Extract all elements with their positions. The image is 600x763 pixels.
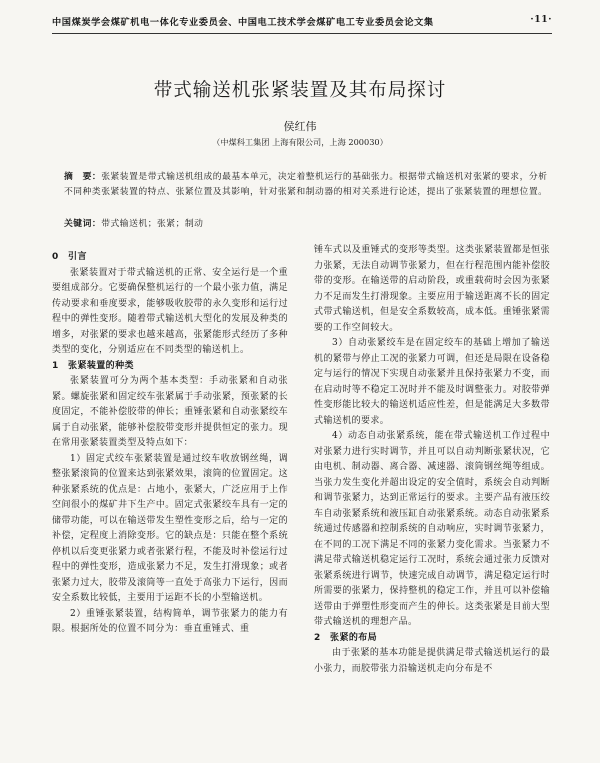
body-paragraph: 1）固定式绞车张紧装置是通过绞车收放钢丝绳，调整张紧滚筒的位置来达到张紧效果，滚筒的位置固定。这种张紧系统的优点是：占地小，张紧大，广泛应用于上作空间很小的煤矿井下生产中。固定式张紧绞车具有一定的储带功能，可以在输送带发生塑性变形之后，给与一定的补偿，定程度上消除变形。它的缺点是：只能在整个系统停机以后变更张紧力或者张紧行程，不能及时补偿运行过程中的弹性变形，造成张紧力不足，发生打滑现象；或者张紧力过大，胶带及滚筒等一直处于高张力下运行，因而安全系数比较低，主要用于运距不长的小型输送机。 <box>52 453 288 603</box>
keywords-label: 关键词： <box>64 219 102 229</box>
journal-name: 中国煤炭学会煤矿机电一体化专业委员会、中国电工技术学会煤矿电工专业委员会论文集 <box>52 17 434 28</box>
page-number: ·11· <box>530 14 552 25</box>
header-rule <box>52 33 552 34</box>
keywords-text: 带式输送机；张紧；制动 <box>101 219 204 229</box>
body-paragraph: 3）自动张紧绞车是在固定绞车的基础上增加了输送机的紧带与停止工况的张紧力可调，但还是局限在设备稳定与运行的情况下实现自动张紧并且保持张紧力不变，而在启动时等不稳定工况时并不能及时调整张力。对胶带弹性变形能比较大的输送机适应性差，但是能满足大多数带式输送机的要求。 <box>314 338 550 426</box>
author-affiliation: （中煤科工集团 上海有限公司，上海 200030） <box>212 137 388 147</box>
body-paragraph: 2）重锤张紧装置，结构简单，调节张紧力的能力有限。根据所处的位置不同分为：垂直重锤式、重 <box>52 608 288 634</box>
body-paragraph: 张紧装置可分为两个基本类型：手动张紧和自动张紧。螺旋张紧和固定绞车张紧属于手动张紧，预张紧的长度固定，不能补偿胶带的伸长；重锤张紧和自动张紧绞车属于自动张紧，能够补偿胶带变形并提供恒定的张力。现在常用张紧装置类型及特点如下： <box>52 376 288 448</box>
body-paragraph: 张紧装置对于带式输送机的正常、安全运行是一个重要组成部分。它要确保整机运行的一个最小张力值，满足传动要求和垂度要求，能够吸收胶带的永久变形和运行过程中的弹性变形。随着带式输送机大型化的发展及种类的增多，对张紧的要求也越来越高，张紧能形式经历了多种类型的变化，分别适应在不同类型的输送机上。 <box>52 267 288 355</box>
abstract-text: 张紧装置是带式输送机组成的最基本单元，决定着整机运行的基础张力。根据带式输送机对张紧的要求，分析不同种类张紧装置的特点、张紧位置及其影响，针对张紧和制动器的相对关系进行论述，提出了张紧装置的理想位置。 <box>64 172 548 197</box>
body-paragraph: 由于张紧的基本功能是提供满足带式输送机运行的最小张力，而胶带张力沿输送机走向分布是不 <box>314 648 550 674</box>
right-column <box>314 243 550 677</box>
article-title: 带式输送机张紧装置及其布局探讨 <box>153 80 447 101</box>
author-name: 侯红伟 <box>283 120 317 133</box>
section-heading-layout: 2 张紧的布局 <box>314 632 378 643</box>
running-header <box>52 14 552 28</box>
section-heading-intro: 0 引言 <box>52 252 87 262</box>
section-heading-types: 1 张紧装置的种类 <box>52 360 134 371</box>
keywords <box>64 216 548 229</box>
abstract-label: 摘 要： <box>64 172 102 182</box>
abstract <box>64 170 548 200</box>
left-column <box>52 250 288 638</box>
body-paragraph: 4）动态自动张紧系统，能在带式输送机工作过程中对张紧力进行实时调节，并且可以自动判断张紧状况，它由电机、制动器、离合器、减速器、滚筒钢丝绳等组成。当张力发生变化并超出设定的安全值时，系统会自动判断和调节张紧力，达到正常运行的要求。主要产品有液压绞车自动张紧系统和液压缸自动张紧系统。动态自动张紧系统通过传感器和控制系统的自动响应，实时调节张紧力，在不同的工况下满足不同的张紧力变化需求。当张紧力不满足带式输送机稳定运行工况时，系统会通过张力反馈对张紧系统进行调节，快速完成自动调节，满足稳定运行时所需要的张紧力，保持整机的稳定工作，并且可以补偿输送带由于弹塑性形变而产生的伸长。这类张紧是目前大型带式输送机的理想产品。 <box>314 431 550 627</box>
body-paragraph: 锤车式以及重锤式的变形等类型。这类张紧装置都是恒张力张紧，无法自动调节张紧力，但在行程范围内能补偿胶带的变形。在输送带的启动阶段，或重载荷时会因为张紧力不足而发生打滑现象。主要应用于输送距离不长的固定式带式输送机，但是安全系数较高，成本低。重锤张紧需要的工作空间较大。 <box>314 245 550 333</box>
